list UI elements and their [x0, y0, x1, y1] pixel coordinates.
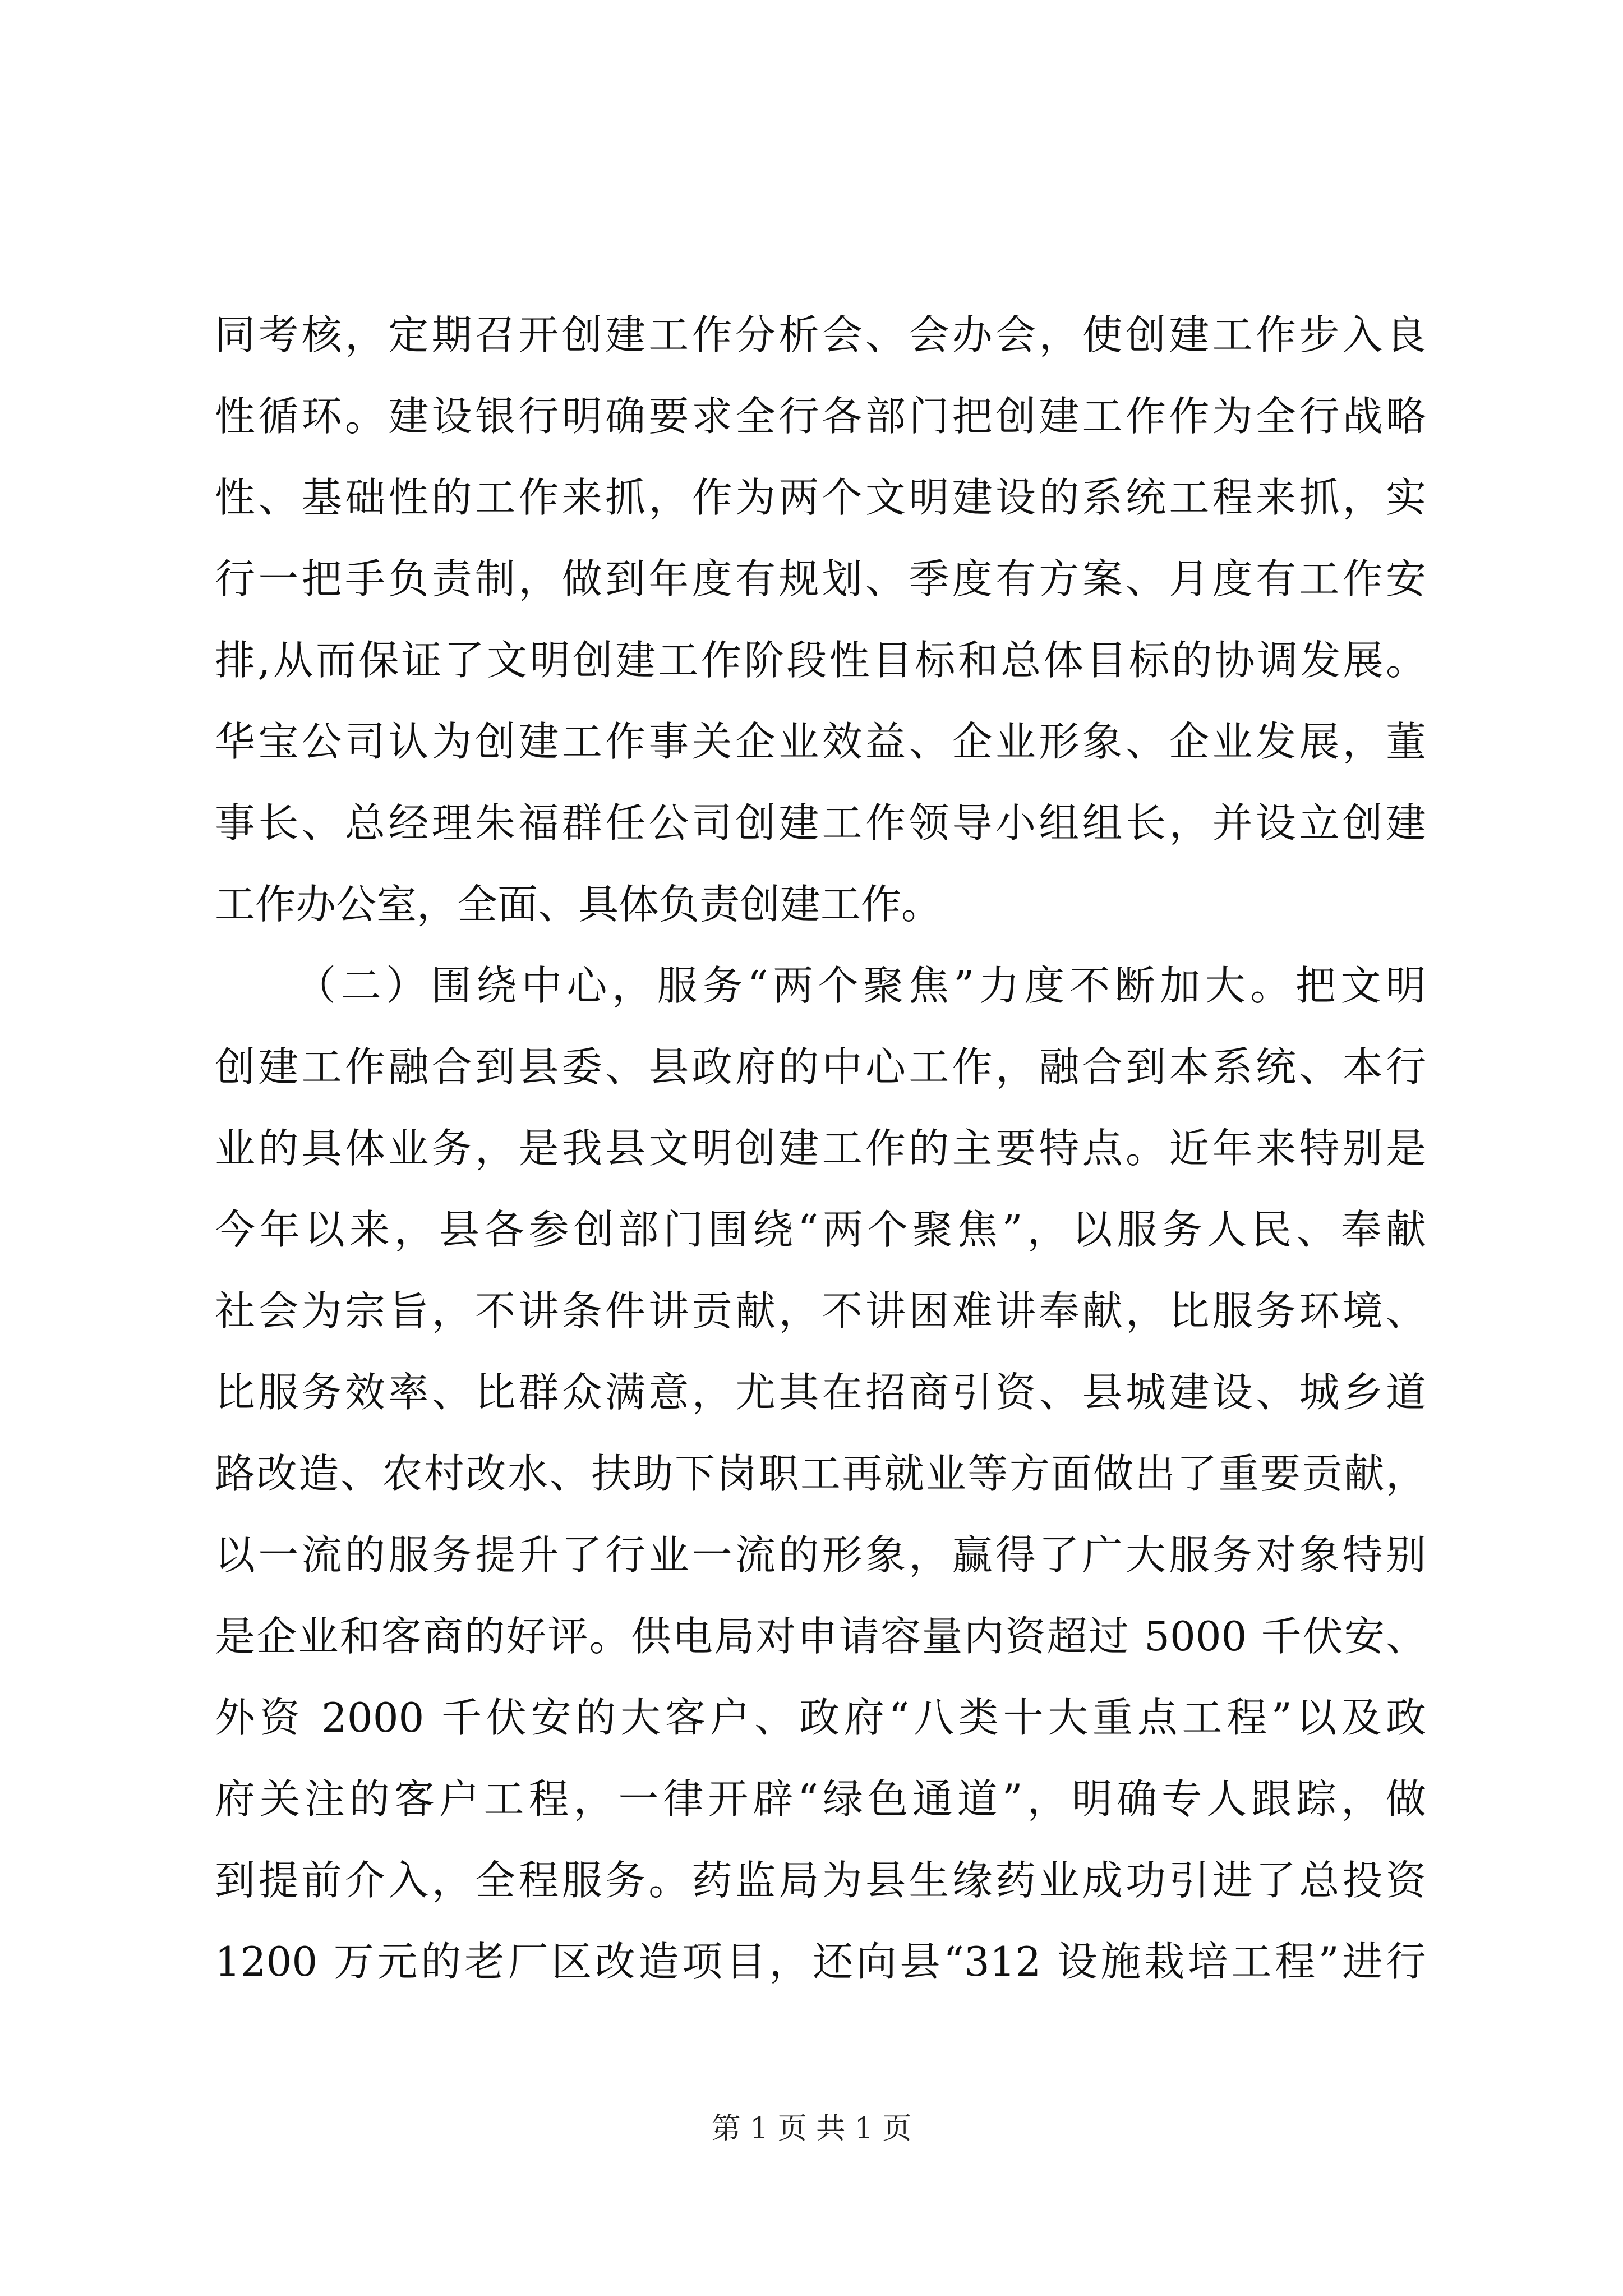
text-line: 社会为宗旨，不讲条件讲贡献，不讲困难讲奉献，比服务环境、	[215, 1287, 1426, 1335]
text-line: 今年以来，县各参创部门围绕“两个聚焦”，以服务人民、奉献	[215, 1206, 1426, 1253]
text-line: 行一把手负责制，做到年度有规划、季度有方案、月度有工作安	[215, 555, 1426, 602]
text-line: 外资 2000 千伏安的大客户、政府“八类十大重点工程”以及政	[215, 1694, 1426, 1741]
text-line: 业的具体业务，是我县文明创建工作的主要特点。近年来特别是	[215, 1125, 1426, 1172]
text-line: 创建工作融合到县委、县政府的中心工作，融合到本系统、本行	[215, 1043, 1426, 1091]
text-line: 以一流的服务提升了行业一流的形象，赢得了广大服务对象特别	[215, 1531, 1426, 1579]
text-line: 是企业和客商的好评。供电局对申请容量内资超过 5000 千伏安、	[215, 1613, 1426, 1660]
paragraph-end-line: 工作办公室，全面、具体负责创建工作。	[215, 881, 942, 928]
text-line: 到提前介入，全程服务。药监局为县生缘药业成功引进了总投资	[215, 1857, 1426, 1904]
text-line: 性循环。建设银行明确要求全行各部门把创建工作作为全行战略	[215, 393, 1426, 440]
text-line: 路改造、农村改水、扶助下岗职工再就业等方面做出了重要贡献，	[215, 1450, 1426, 1497]
text-line: 性、基础性的工作来抓，作为两个文明建设的系统工程来抓，实	[215, 474, 1426, 521]
text-line: 1200 万元的老厂区改造项目，还向县“312 设施栽培工程”进行	[215, 1938, 1426, 1985]
text-line: 事长、总经理朱福群任公司创建工作领导小组组长，并设立创建	[215, 799, 1426, 846]
text-line: 同考核，定期召开创建工作分析会、会办会，使创建工作步入良	[215, 311, 1426, 358]
page-number: 第 1 页 共 1 页	[711, 2112, 912, 2146]
document-body	[215, 295, 1426, 2003]
text-line: 府关注的客户工程，一律开辟“绿色通道”，明确专人跟踪，做	[215, 1775, 1426, 1823]
page-footer	[0, 2109, 1623, 2148]
text-line: 排,从而保证了文明创建工作阶段性目标和总体目标的协调发展。	[215, 637, 1426, 684]
paragraph-start-line: （二）围绕中心，服务“两个聚焦”力度不断加大。把文明	[296, 962, 1426, 1009]
text-line: 华宝公司认为创建工作事关企业效益、企业形象、企业发展，董	[215, 718, 1426, 765]
text-line: 比服务效率、比群众满意，尤其在招商引资、县城建设、城乡道	[215, 1369, 1426, 1416]
